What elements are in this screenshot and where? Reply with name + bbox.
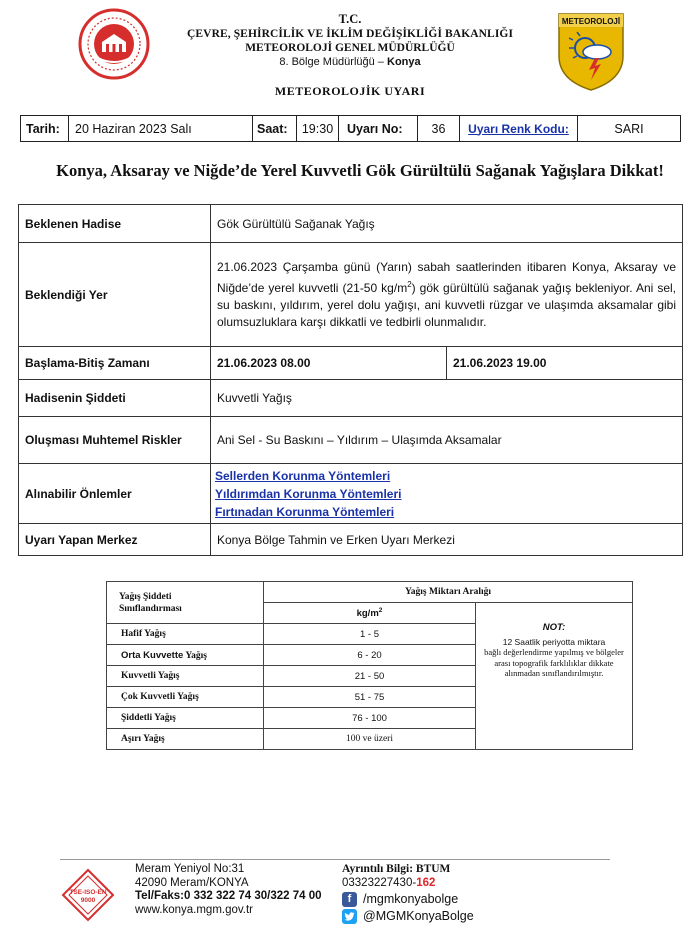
facebook-icon: f — [342, 892, 357, 907]
place-text-sup: 2 — [407, 279, 412, 289]
table-row — [19, 380, 683, 417]
intensity-name-rest: Yağış — [183, 650, 207, 661]
color-code-label-cell — [460, 116, 578, 141]
warning-details-table — [18, 204, 683, 556]
twitter-bird-glyph — [344, 911, 355, 922]
lightning-protection-link[interactable]: Yıldırımdan Korunma Yöntemleri — [215, 486, 402, 501]
amount-col-header: Yağış Miktarı Aralığı — [264, 582, 633, 603]
document-title: METEOROLOJİK UYARI — [274, 84, 426, 98]
tse-logo-text-a: TSE-ISO-EN — [69, 889, 107, 896]
intensity-name-sans: Orta Kuvvette — [121, 649, 184, 661]
intensity-col-header — [107, 582, 264, 624]
table-row — [19, 205, 683, 243]
center-label: Uyarı Yapan Merkez — [19, 524, 211, 556]
time-value-cell — [297, 116, 339, 141]
address-line-2: 42090 Meram/KONYA — [135, 876, 249, 889]
tse-logo-text-b: 9000 — [80, 897, 96, 904]
intensity-name: Aşırı Yağış — [107, 729, 264, 750]
facebook-row[interactable] — [342, 892, 474, 907]
intensity-col-header-b: Sınıflandırması — [119, 603, 182, 614]
time-value: 19:30 — [301, 121, 334, 136]
measures-label: Alınabilir Önlemler — [19, 464, 211, 524]
table-row — [19, 347, 683, 380]
warning-no-value: 36 — [431, 121, 446, 136]
facebook-handle: /mgmkonyabolge — [363, 891, 459, 906]
time-label: Saat: — [257, 121, 288, 136]
center-value: Konya Bölge Tahmin ve Erken Uyarı Merkezi — [211, 524, 683, 556]
intensity-value: 51 - 75 — [264, 687, 476, 708]
intensity-name: Çok Kuvvetli Yağış — [107, 687, 264, 708]
warning-no-label-cell — [339, 116, 418, 141]
intensity-value: 21 - 50 — [264, 666, 476, 687]
contact-title: Ayrıntılı Bilgi: BTUM — [342, 863, 451, 875]
intensity-value: 100 ve üzeri — [264, 729, 476, 750]
meteoroloji-logo-text: METEOROLOJİ — [561, 17, 621, 26]
intensity-name: Hafif Yağış — [107, 624, 264, 645]
table-row — [19, 464, 683, 524]
intensity-name: Şiddetli Yağış — [107, 708, 264, 729]
table-row — [19, 243, 683, 347]
warning-info-bar — [20, 115, 681, 142]
address-line-1: Meram Yeniyol No:31 — [135, 863, 245, 875]
color-code-value-cell — [578, 116, 680, 141]
table-row — [19, 524, 683, 556]
place-text-a: 21.06.2023 Çarşamba günü (Yarın) sabah saatlerinden itibaren Konya, Aksaray ve Niğde’de yerel kuvvetli (21-50 kg/m — [217, 259, 676, 295]
intensity-value: 6 - 20 — [264, 645, 476, 666]
color-code-link[interactable]: Uyarı Renk Kodu: — [468, 121, 569, 136]
header-region-city: Konya — [387, 56, 421, 68]
header-region-prefix: 8. Bölge Müdürlüğü – — [279, 56, 387, 68]
place-text-b: ) gök gürültülü sağanak yağış bekleniyor. Ani sel, su baskını, yıldırım, yerel dolu yağışı, ani kuvvetli rüzgar ve ulaşımda aksamalar gibi olumsuzluklara karşı dikkatli ve tedbirli olunmalıdır. — [217, 280, 676, 329]
warning-headline: Konya, Aksaray ve Niğde’de Yerel Kuvvetli Gök Gürültülü Sağanak Yağışlara Dikkat! — [56, 161, 664, 180]
footer-divider — [60, 859, 610, 860]
header-tc: T.C. — [338, 12, 362, 26]
intensity-table — [106, 581, 633, 750]
table-row — [19, 417, 683, 464]
intensity-col-header-a: Yağış Şiddeti — [119, 591, 172, 602]
severity-label: Hadisenin Şiddeti — [19, 380, 211, 417]
header-region — [150, 56, 550, 68]
tse-certification-logo — [60, 867, 116, 923]
note-text-b: bağlı değerlendirme yapılmış ve bölgeler arası topografik farklılıklar dikkate alınmadan sınıflandırılmıştır. — [484, 647, 624, 678]
twitter-icon — [342, 909, 357, 924]
storm-protection-link[interactable]: Fırtınadan Korunma Yöntemleri — [215, 504, 395, 519]
severity-value: Kuvvetli Yağış — [211, 380, 683, 417]
end-time: 21.06.2023 19.00 — [447, 347, 683, 380]
unit-sup: 2 — [378, 606, 383, 614]
date-value-cell — [69, 116, 253, 141]
time-range-label: Başlama-Bitiş Zamanı — [19, 347, 211, 380]
website-link[interactable]: www.konya.mgm.gov.tr — [135, 903, 254, 916]
event-label: Beklenen Hadise — [19, 205, 211, 243]
header-ministry: ÇEVRE, ŞEHİRCİLİK VE İKLİM DEĞİŞİKLİĞİ BAKANLIĞI — [186, 28, 514, 40]
address-phone: Tel/Faks:0 332 322 74 30/322 74 00 — [135, 890, 322, 902]
footer-contact — [342, 863, 474, 924]
intensity-value: 76 - 100 — [264, 708, 476, 729]
intensity-name: Kuvvetli Yağış — [107, 666, 264, 687]
intensity-name — [107, 645, 264, 666]
risks-value: Ani Sel - Su Baskını – Yıldırım – Ulaşımda Aksamalar — [211, 417, 683, 464]
measures-links — [211, 464, 683, 524]
meteoroloji-logo — [555, 10, 627, 92]
unit-a: kg/m — [356, 608, 379, 620]
event-value: Gök Gürültülü Sağanak Yağış — [211, 205, 683, 243]
warning-no-label: Uyarı No: — [347, 121, 403, 136]
table-row — [107, 582, 633, 603]
start-time: 21.06.2023 08.00 — [211, 347, 447, 380]
warning-no-value-cell — [418, 116, 460, 141]
flood-protection-link[interactable]: Sellerden Korunma Yöntemleri — [215, 468, 391, 483]
place-label: Beklendiği Yer — [19, 243, 211, 347]
note-text-a: 12 Saatlik periyotta miktara — [502, 636, 606, 647]
place-description — [211, 243, 683, 347]
ministry-seal-logo — [78, 8, 150, 80]
unit-header — [264, 603, 476, 624]
time-label-cell — [253, 116, 297, 141]
intensity-note — [476, 603, 633, 750]
header-directorate: METEOROLOJİ GENEL MÜDÜRLÜĞÜ — [245, 42, 455, 54]
color-code-value: SARI — [614, 121, 644, 136]
date-value: 20 Haziran 2023 Salı — [75, 121, 192, 136]
risks-label: Oluşması Muhtemel Riskler — [19, 417, 211, 464]
intensity-value: 1 - 5 — [264, 624, 476, 645]
note-title: NOT: — [542, 622, 566, 633]
contact-phone-ext: 162 — [416, 876, 436, 889]
date-label-cell — [21, 116, 69, 141]
contact-phone — [342, 877, 474, 891]
twitter-handle: @MGMKonyaBolge — [363, 908, 474, 923]
footer-address — [135, 863, 322, 917]
date-label: Tarih: — [26, 121, 60, 136]
contact-phone-main: 03323227430- — [342, 876, 417, 889]
twitter-row[interactable] — [342, 909, 474, 924]
